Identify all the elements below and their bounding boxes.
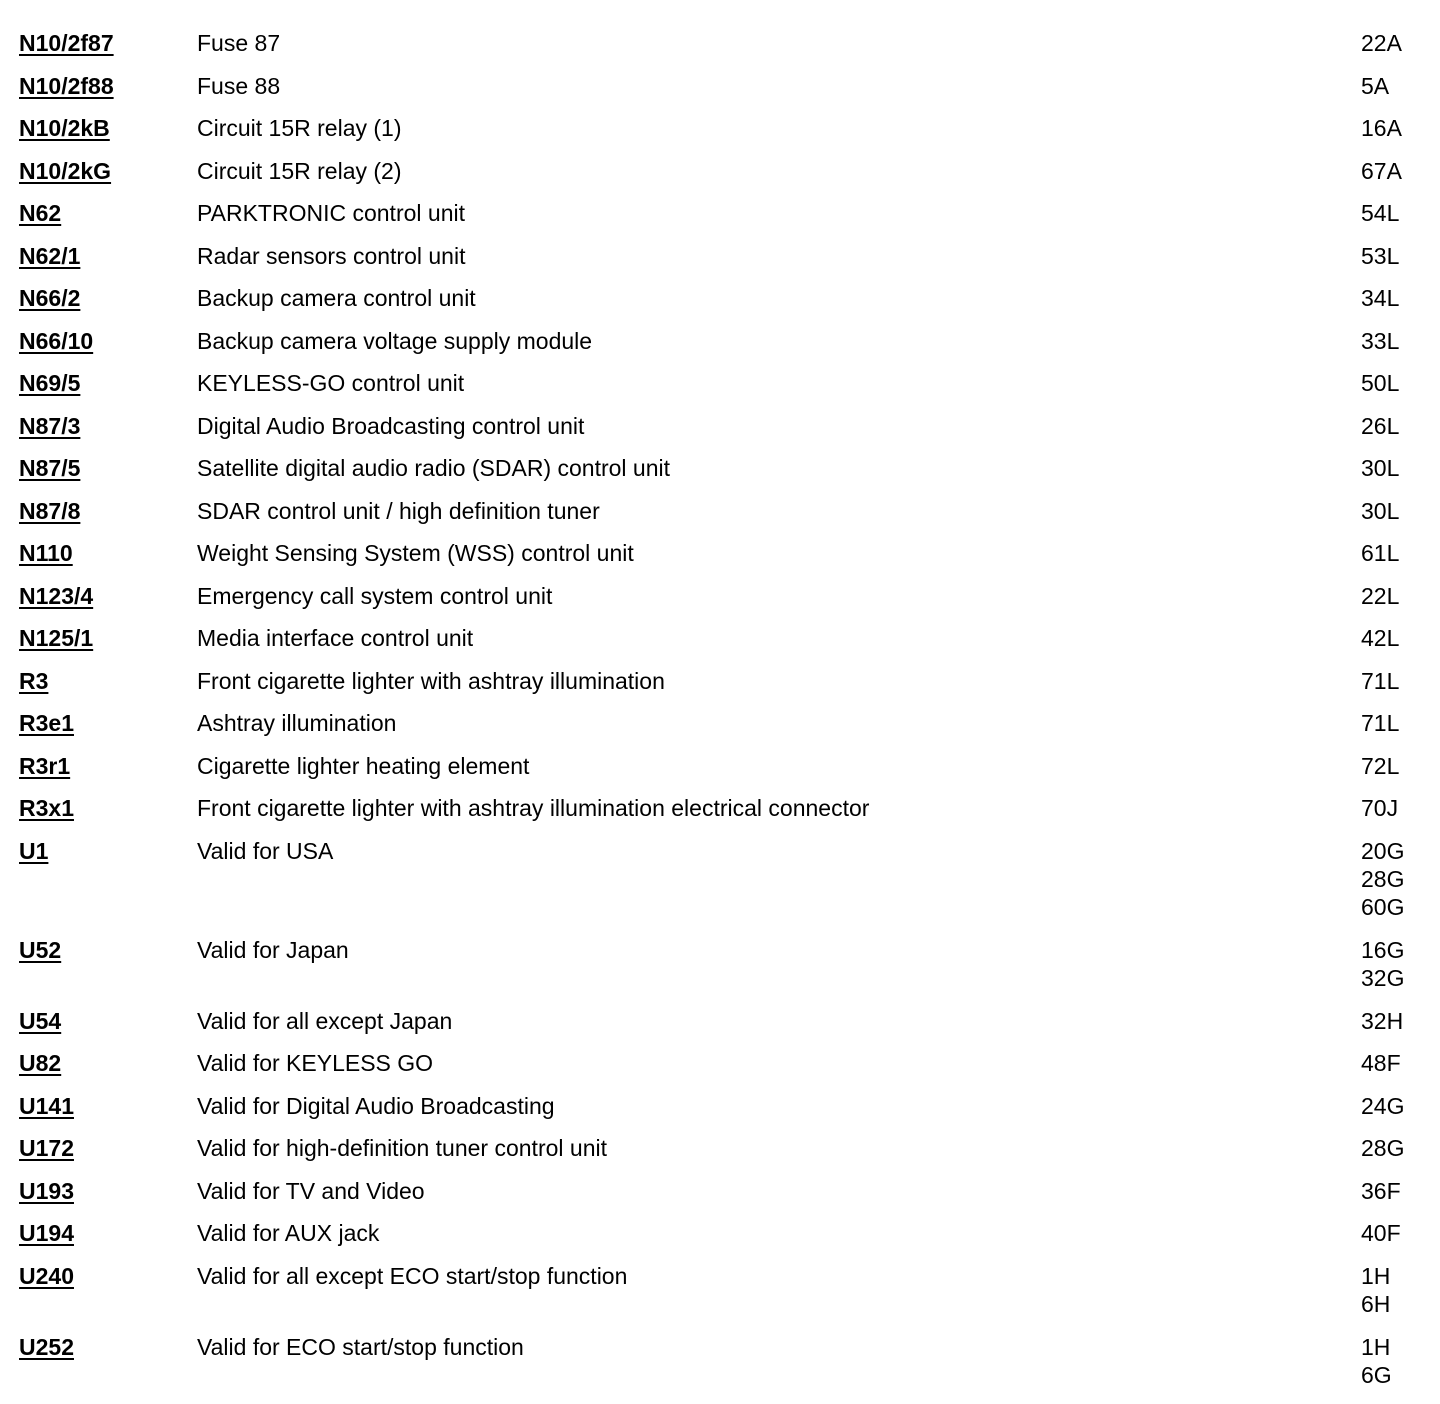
component-code-link[interactable]: U194 — [19, 1220, 74, 1246]
component-code-link[interactable]: R3r1 — [19, 752, 71, 779]
grid-reference: 16A — [1361, 115, 1402, 141]
grid-references — [1361, 539, 1399, 567]
component-code-link[interactable]: R3 — [19, 667, 49, 694]
grid-reference: 70J — [1361, 795, 1399, 821]
grid-references — [1361, 936, 1404, 992]
grid-references — [1361, 72, 1389, 100]
component-code-link[interactable]: N10/2kB — [19, 115, 110, 141]
grid-reference: 33L — [1361, 327, 1400, 354]
grid-reference: 61L — [1361, 540, 1400, 566]
component-code-link[interactable]: N123/4 — [19, 582, 94, 609]
component-description: Valid for ECO start/stop function — [197, 1333, 524, 1360]
component-code-link[interactable]: U240 — [19, 1262, 74, 1289]
component-description: Backup camera voltage supply module — [197, 327, 593, 354]
component-code-link[interactable]: U1 — [19, 837, 49, 864]
component-code-link[interactable]: U82 — [19, 1050, 62, 1076]
grid-reference: 34L — [1361, 285, 1400, 311]
component-description: Backup camera control unit — [197, 285, 476, 311]
component-description: Cigarette lighter heating element — [197, 752, 530, 779]
grid-references — [1361, 667, 1399, 695]
grid-reference: 60G — [1361, 893, 1405, 920]
component-description: Front cigarette lighter with ashtray illumination — [197, 667, 665, 694]
grid-reference: 1H — [1361, 1262, 1391, 1289]
grid-reference: 16G — [1361, 936, 1405, 963]
grid-references — [1361, 284, 1399, 312]
component-description: KEYLESS-GO control unit — [197, 370, 465, 396]
grid-reference: 54L — [1361, 200, 1400, 226]
grid-references — [1361, 582, 1399, 610]
component-code-link[interactable]: U141 — [19, 1092, 74, 1119]
component-code-link[interactable]: N10/2kG — [19, 157, 112, 184]
grid-references — [1361, 709, 1399, 737]
component-description: Valid for all except Japan — [197, 1007, 453, 1034]
grid-reference: 32H — [1361, 1007, 1404, 1034]
grid-reference: 22A — [1361, 30, 1402, 56]
grid-reference: 6H — [1361, 1290, 1391, 1317]
grid-reference: 48F — [1361, 1050, 1401, 1076]
grid-reference: 26L — [1361, 412, 1400, 439]
grid-references — [1361, 412, 1399, 440]
component-description: SDAR control unit / high definition tuner — [197, 497, 600, 524]
component-description: Valid for Japan — [197, 936, 349, 963]
grid-references — [1361, 454, 1399, 482]
component-description: Radar sensors control unit — [197, 242, 466, 269]
grid-references — [1361, 752, 1399, 780]
grid-reference: 6G — [1361, 1361, 1392, 1388]
component-code-link[interactable]: U193 — [19, 1177, 74, 1204]
component-description: Valid for high-definition tuner control unit — [197, 1135, 607, 1161]
grid-reference: 1H — [1361, 1333, 1391, 1360]
component-description: Valid for TV and Video — [197, 1177, 425, 1204]
grid-reference: 71L — [1361, 710, 1400, 736]
component-code-link[interactable]: N87/8 — [19, 497, 81, 524]
component-code-link[interactable]: N110 — [19, 540, 73, 566]
grid-reference: 20G — [1361, 837, 1405, 864]
grid-reference: 30L — [1361, 497, 1400, 524]
grid-references — [1361, 29, 1402, 57]
grid-references — [1361, 199, 1399, 227]
component-code-link[interactable]: N10/2f87 — [19, 30, 114, 56]
grid-reference: 32G — [1361, 964, 1405, 991]
component-code-link[interactable]: U52 — [19, 936, 62, 963]
component-code-link[interactable]: R3x1 — [19, 795, 74, 821]
grid-references — [1361, 1219, 1401, 1247]
component-code-link[interactable]: U172 — [19, 1135, 74, 1161]
grid-reference: 71L — [1361, 667, 1400, 694]
component-code-link[interactable]: N10/2f88 — [19, 72, 114, 99]
component-description: Valid for Digital Audio Broadcasting — [197, 1092, 555, 1119]
component-description: Digital Audio Broadcasting control unit — [197, 412, 585, 439]
component-code-link[interactable]: N87/5 — [19, 455, 81, 481]
grid-reference: 28G — [1361, 865, 1405, 892]
grid-references — [1361, 497, 1399, 525]
component-code-link[interactable]: U252 — [19, 1333, 74, 1360]
grid-references — [1361, 794, 1398, 822]
component-code-link[interactable]: U54 — [19, 1007, 62, 1034]
component-description: Fuse 87 — [197, 30, 281, 56]
grid-references — [1361, 369, 1399, 397]
grid-references — [1361, 1049, 1401, 1077]
component-code-link[interactable]: N69/5 — [19, 370, 81, 396]
grid-reference: 36F — [1361, 1177, 1401, 1204]
component-description: Circuit 15R relay (1) — [197, 115, 402, 141]
grid-references — [1361, 1007, 1403, 1035]
grid-references — [1361, 1333, 1392, 1389]
grid-reference: 53L — [1361, 242, 1400, 269]
grid-reference: 5A — [1361, 72, 1390, 99]
grid-references — [1361, 837, 1404, 921]
component-code-link[interactable]: N66/2 — [19, 285, 81, 311]
component-code-link[interactable]: N87/3 — [19, 412, 81, 439]
component-description: Ashtray illumination — [197, 710, 397, 736]
grid-references — [1361, 327, 1399, 355]
component-description: Valid for KEYLESS GO — [197, 1050, 434, 1076]
grid-reference: 50L — [1361, 370, 1400, 396]
component-code-link[interactable]: N62 — [19, 200, 62, 226]
grid-references — [1361, 114, 1402, 142]
grid-reference: 40F — [1361, 1220, 1401, 1246]
grid-reference: 72L — [1361, 752, 1400, 779]
component-description: Satellite digital audio radio (SDAR) control unit — [197, 455, 671, 481]
grid-reference: 28G — [1361, 1135, 1405, 1161]
grid-references — [1361, 1092, 1404, 1120]
component-description: Front cigarette lighter with ashtray illumination electrical connector — [197, 795, 870, 821]
component-description: PARKTRONIC control unit — [197, 200, 465, 226]
grid-references — [1361, 624, 1399, 652]
grid-reference: 30L — [1361, 455, 1400, 481]
component-description: Fuse 88 — [197, 72, 281, 99]
grid-references — [1361, 1262, 1390, 1318]
component-description: Valid for USA — [197, 837, 334, 864]
grid-reference: 67A — [1361, 157, 1402, 184]
component-code-link[interactable]: N125/1 — [19, 625, 94, 651]
component-description: Circuit 15R relay (2) — [197, 157, 402, 184]
component-description: Valid for all except ECO start/stop function — [197, 1262, 628, 1289]
grid-reference: 22L — [1361, 582, 1400, 609]
grid-references — [1361, 1134, 1404, 1162]
grid-references — [1361, 1177, 1401, 1205]
component-description: Weight Sensing System (WSS) control unit — [197, 540, 634, 566]
component-description: Media interface control unit — [197, 625, 474, 651]
grid-reference: 42L — [1361, 625, 1400, 651]
component-description: Emergency call system control unit — [197, 582, 553, 609]
grid-references — [1361, 157, 1402, 185]
component-code-link[interactable]: N62/1 — [19, 242, 81, 269]
component-code-link[interactable]: N66/10 — [19, 327, 94, 354]
component-code-link[interactable]: R3e1 — [19, 710, 74, 736]
component-description: Valid for AUX jack — [197, 1220, 380, 1246]
grid-reference: 24G — [1361, 1092, 1405, 1119]
grid-references — [1361, 242, 1399, 270]
